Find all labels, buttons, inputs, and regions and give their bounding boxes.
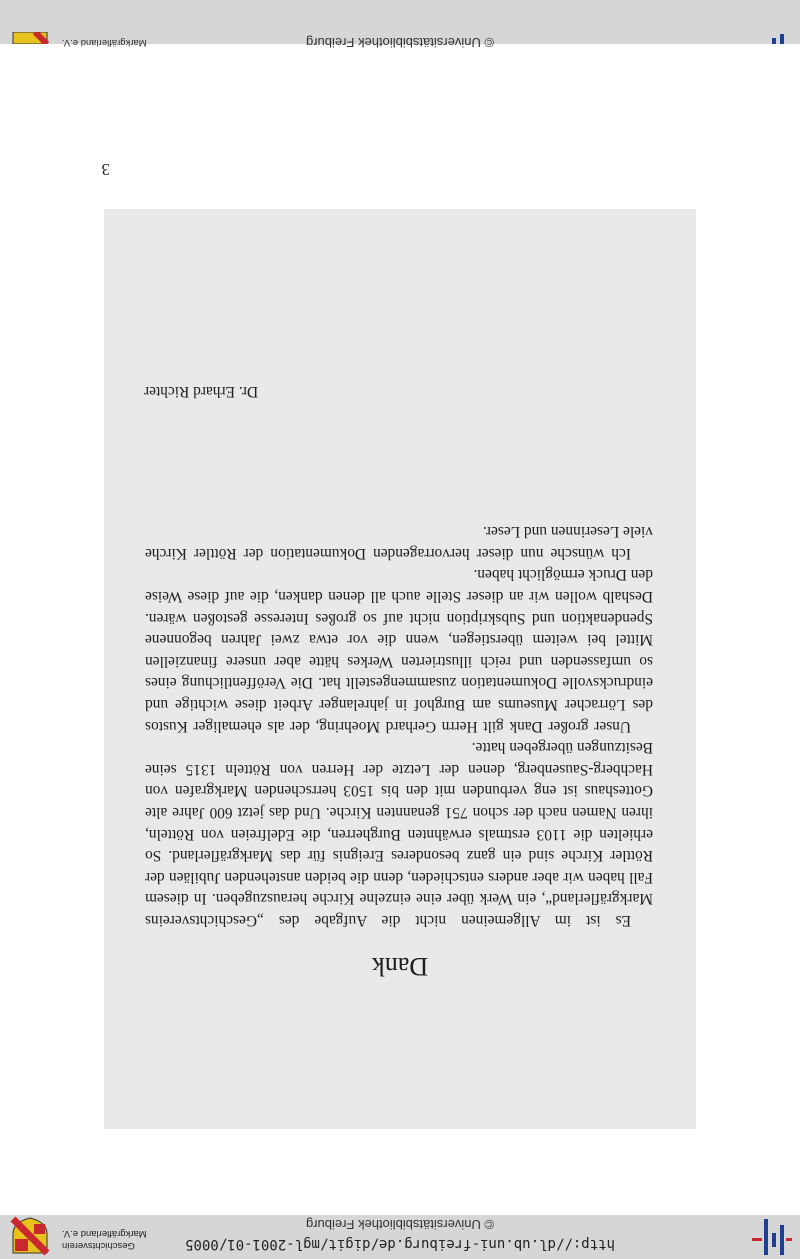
society-name: Markgräflerland e.V.: [62, 37, 147, 48]
copyright-notice: © Universitätsbibliothek Freiburg: [305, 1217, 495, 1232]
paragraph: Ich wünsche nun dieser hervorragenden Dokumentation der Röttler Kirche viele Leserinnen und Leser.: [145, 523, 653, 562]
paragraph: Es ist im Allgemeinen nicht die Aufgabe des „Geschichtsvereins Markgräflerland“, ein Werk über eine einzelne Kirche herauszugeben. In diesem Fall haben wir aber anders entschieden, denn die beiden anstehenden Jubiläen der Röttler Kirche sind ein ganz besonderes Ereignis für das Markgräflerland. So erhielten die 1103 erstmals erwähnten Burgherren, die Edelfreien von Rötteln, ihren Namen nach der schon 751 genannten Kirche. Und das jetzt 600 Jahre alte Gotteshaus ist eng verbunden mit den bis 1503 herrschenden Markgrafen von Hachberg-Sausenberg, denen der Letzte der Herren von Rötteln 1315 seine Besitzungen übergeben hatte.: [145, 739, 653, 929]
paragraph: Unser großer Dank gilt Herrn Gerhard Moehring, der als ehemaliger Kustos des Lörracher Museums am Burghof in jahrelanger Arbeit diese wichtige und eindrucksvolle Dokumentation zusammengestellt hat. Die Veröffentlichung eines so umfassenden und reich illustrierten Werkes hätte aber unsere finanziellen Mittel bei weitem überstiegen, wenn die vor etwa zwei Jahren begonnene Spendenaktion und Subskription nicht auf so großes Interesse gestoßen wären. Deshalb wollen wir an dieser Stelle auch all denen danken, die auf diese Weise den Druck ermöglicht haben.: [145, 566, 653, 735]
body-text: [145, 521, 653, 931]
next-page-header-bar: [0, 0, 800, 50]
coat-of-arms-icon: [10, 32, 50, 44]
society-name-line1: Geschichtsverein: [62, 1240, 135, 1251]
page-heading: Dank: [371, 952, 429, 981]
signature: Dr. Erhard Richter: [144, 383, 259, 400]
page-number: 3: [101, 160, 110, 179]
scanned-page: [104, 209, 696, 1129]
document-url[interactable]: http://dl.ub.uni-freiburg.de/digit/mgl-2001-01/0005: [185, 1236, 615, 1252]
society-name-line2: Markgräflerland e.V.: [62, 1228, 147, 1239]
viewer-header-bar: [0, 1215, 800, 1259]
coat-of-arms-icon: [10, 1216, 50, 1256]
copyright-notice: © Universitätsbibliothek Freiburg: [305, 35, 495, 50]
society-name: [62, 1227, 147, 1251]
